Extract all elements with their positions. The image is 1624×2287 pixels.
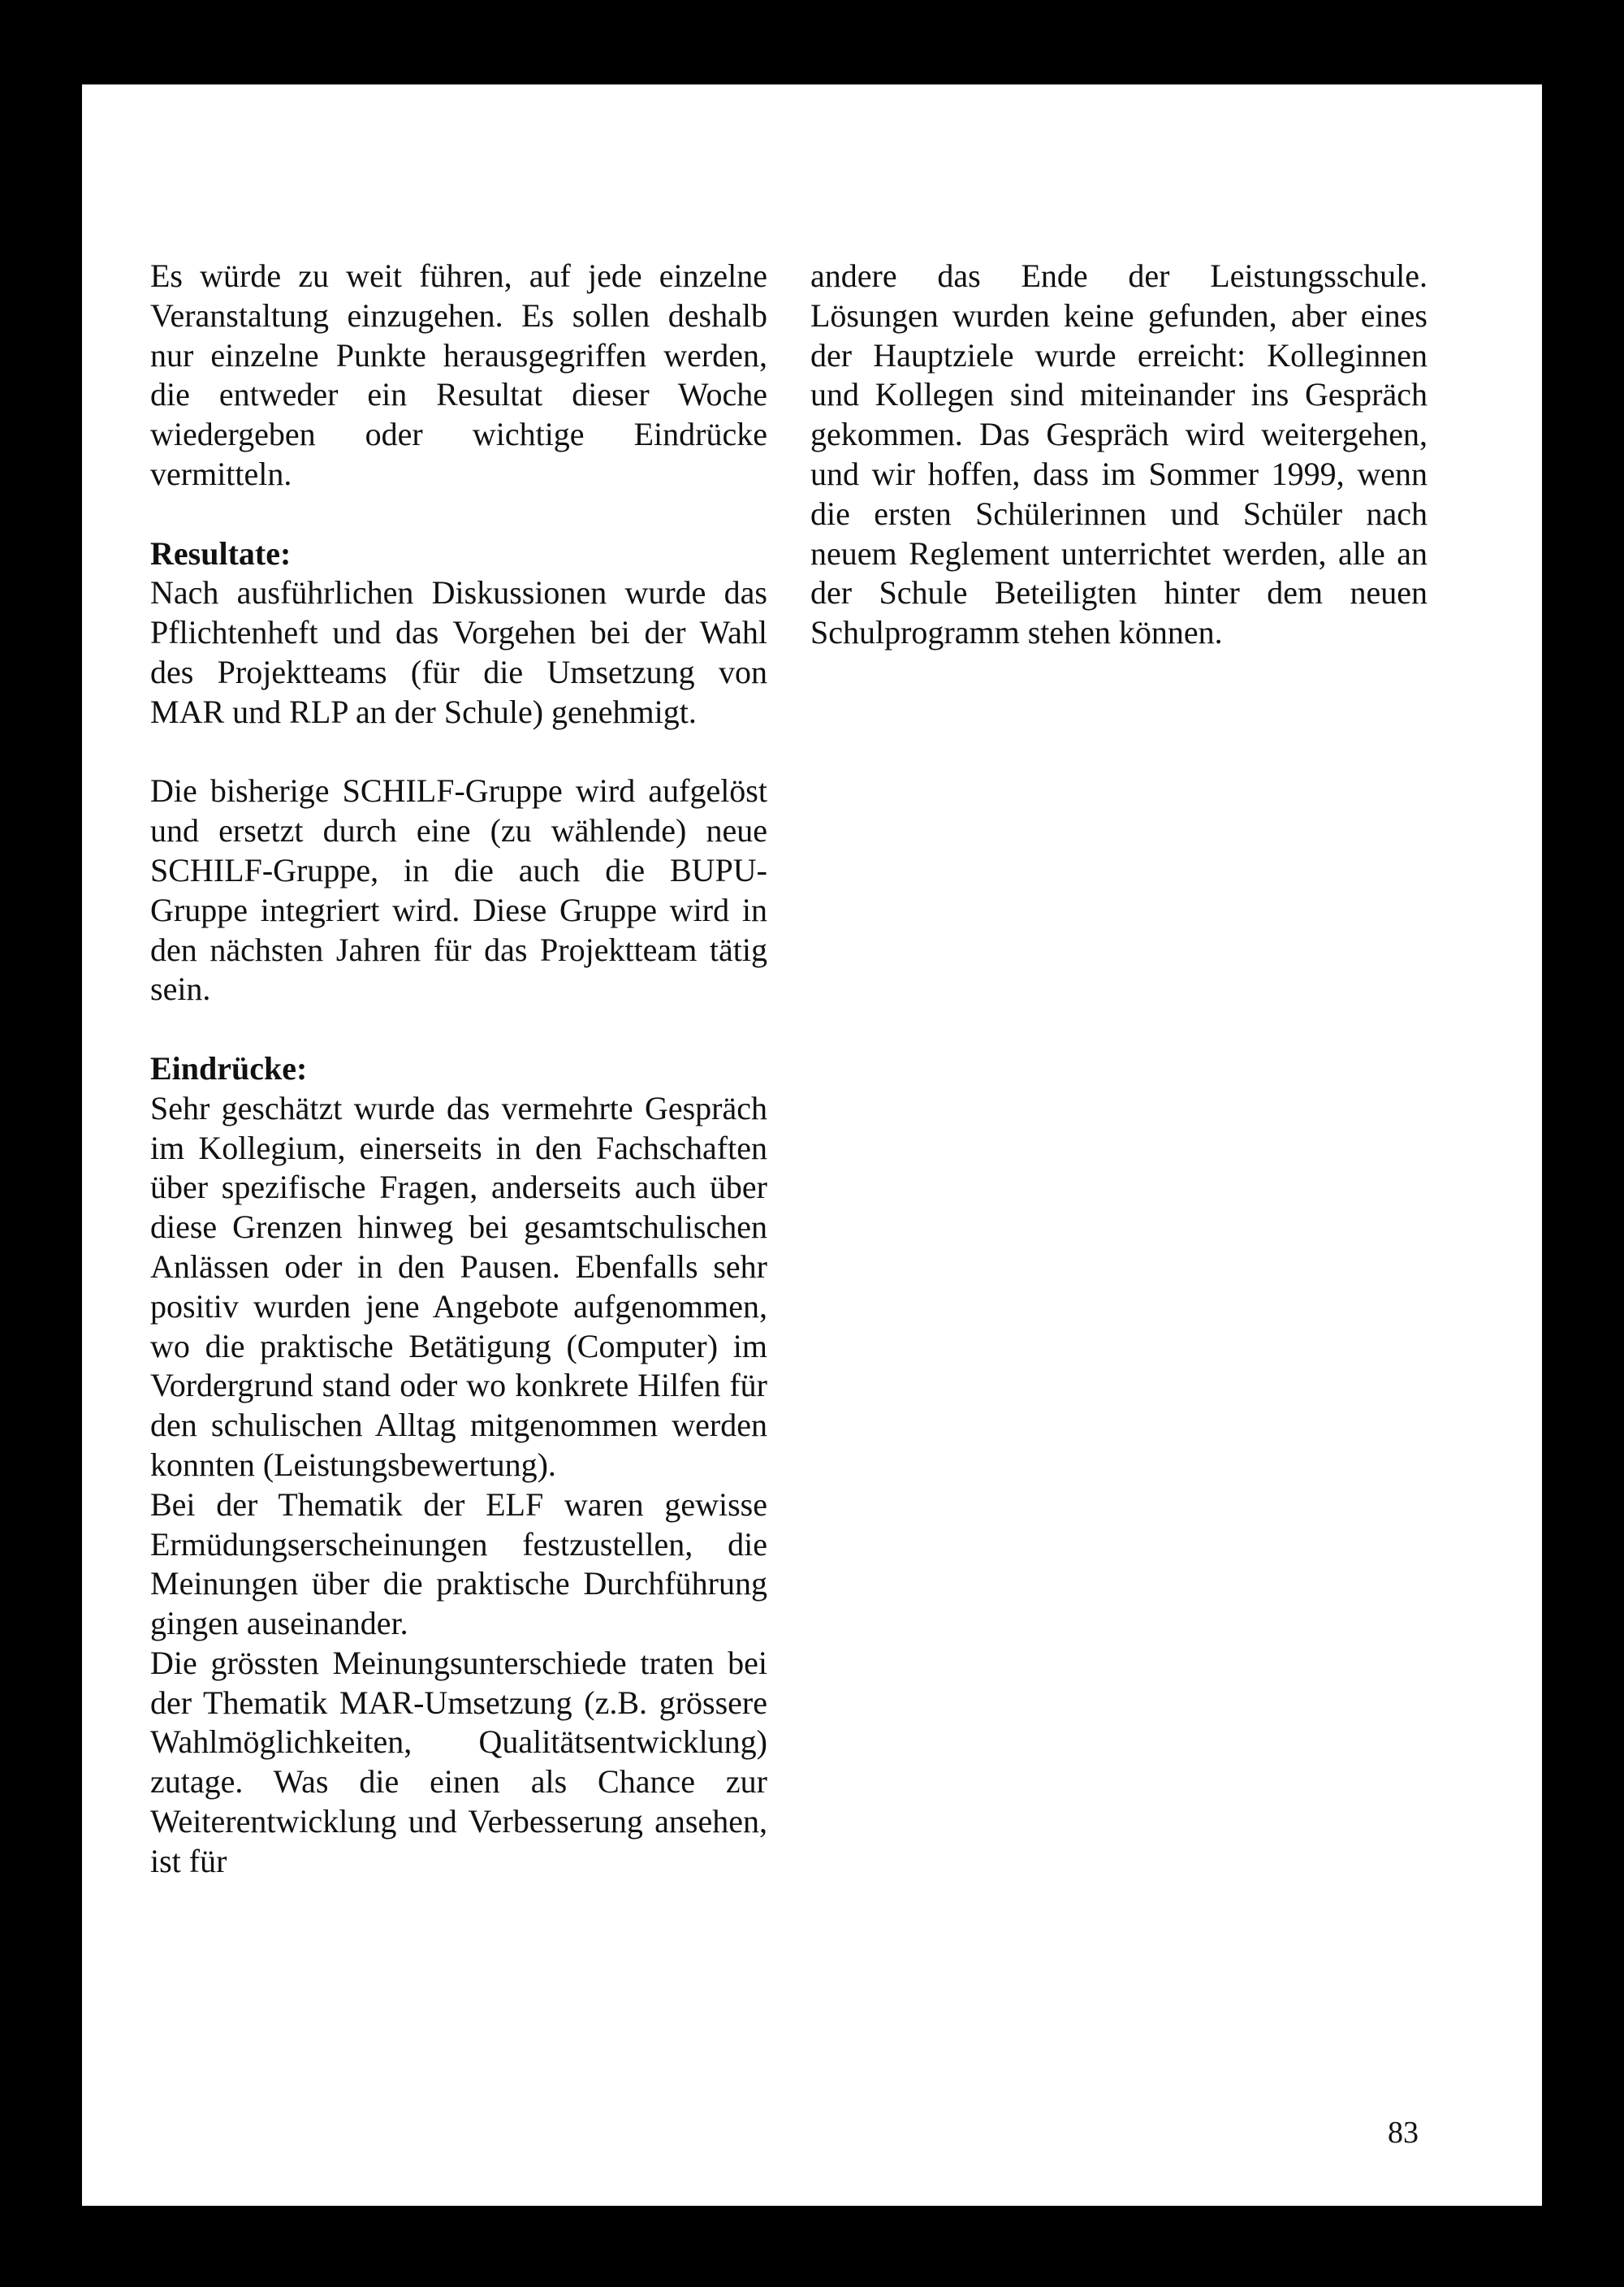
intro-paragraph: Es würde zu weit führen, auf jede einzelne Veranstaltung einzugehen. Es sollen deshalb nur einzelne Punkte herausgegriffen werden, die entweder ein Resultat dieser Woche wiedergeben oder wichtige Eindrücke vermitteln.: [150, 257, 767, 492]
document-page: [82, 84, 1542, 2206]
eindruecke-paragraph-1: Sehr geschätzt wurde das vermehrte Gespräch im Kollegium, einerseits in den Fachschaften über spezifische Fragen, anderseits auch über diese Grenzen hinweg bei gesamtschulischen Anlässen oder in den Pausen. Ebenfalls sehr positiv wurden jene Angebote aufgenommen, wo die praktische Betätigung (Computer) im Vordergrund stand oder wo konkrete Hilfen für den schulischen Alltag mitgenommen werden konnten (Leistungsbewertung).: [150, 1089, 767, 1483]
left-column: [150, 257, 767, 1882]
resultate-heading: Resultate:: [150, 534, 292, 572]
eindruecke-paragraph-3: Die grössten Meinungsunterschiede traten bei der Thematik MAR-Umsetzung (z.B. grössere Wahlmöglichkeiten, Qualitätsentwicklung) zutage. Was die einen als Chance zur Weiterentwicklung und Verbesserung ansehen, ist für: [150, 1644, 767, 1879]
right-column: [810, 257, 1427, 653]
resultate-paragraph-1: Nach ausführlichen Diskussionen wurde das Pflichtenheft und das Vorgehen bei der Wahl des Projektteams (für die Umsetzung von MAR und RLP an der Schule) genehmigt.: [150, 574, 767, 730]
eindruecke-paragraph-2: Bei der Thematik der ELF waren gewisse Ermüdungserscheinungen festzustellen, die Meinungen über die praktische Durchführung gingen auseinander.: [150, 1485, 767, 1642]
eindruecke-heading: Eindrücke:: [150, 1049, 308, 1087]
continuation-paragraph: andere das Ende der Leistungsschule. Lösungen wurden keine gefunden, aber eines der Hauptziele wurde erreicht: Kolleginnen und Kollegen sind miteinander ins Gespräch gekommen. Das Gespräch wird weitergehen, und wir hoffen, dass im Sommer 1999, wenn die ersten Schülerinnen und Schüler nach neuem Reglement unterrichtet werden, alle an der Schule Beteiligten hinter dem neuen Schulprogramm stehen können.: [810, 257, 1427, 651]
page-number: 83: [1388, 2116, 1419, 2150]
resultate-paragraph-2: Die bisherige SCHILF-Gruppe wird aufgelöst und ersetzt durch eine (zu wählende) neue SCHILF-Gruppe, in die auch die BUPU-Gruppe integriert wird. Diese Gruppe wird in den nächsten Jahren für das Projektteam tätig sein.: [150, 772, 767, 1008]
